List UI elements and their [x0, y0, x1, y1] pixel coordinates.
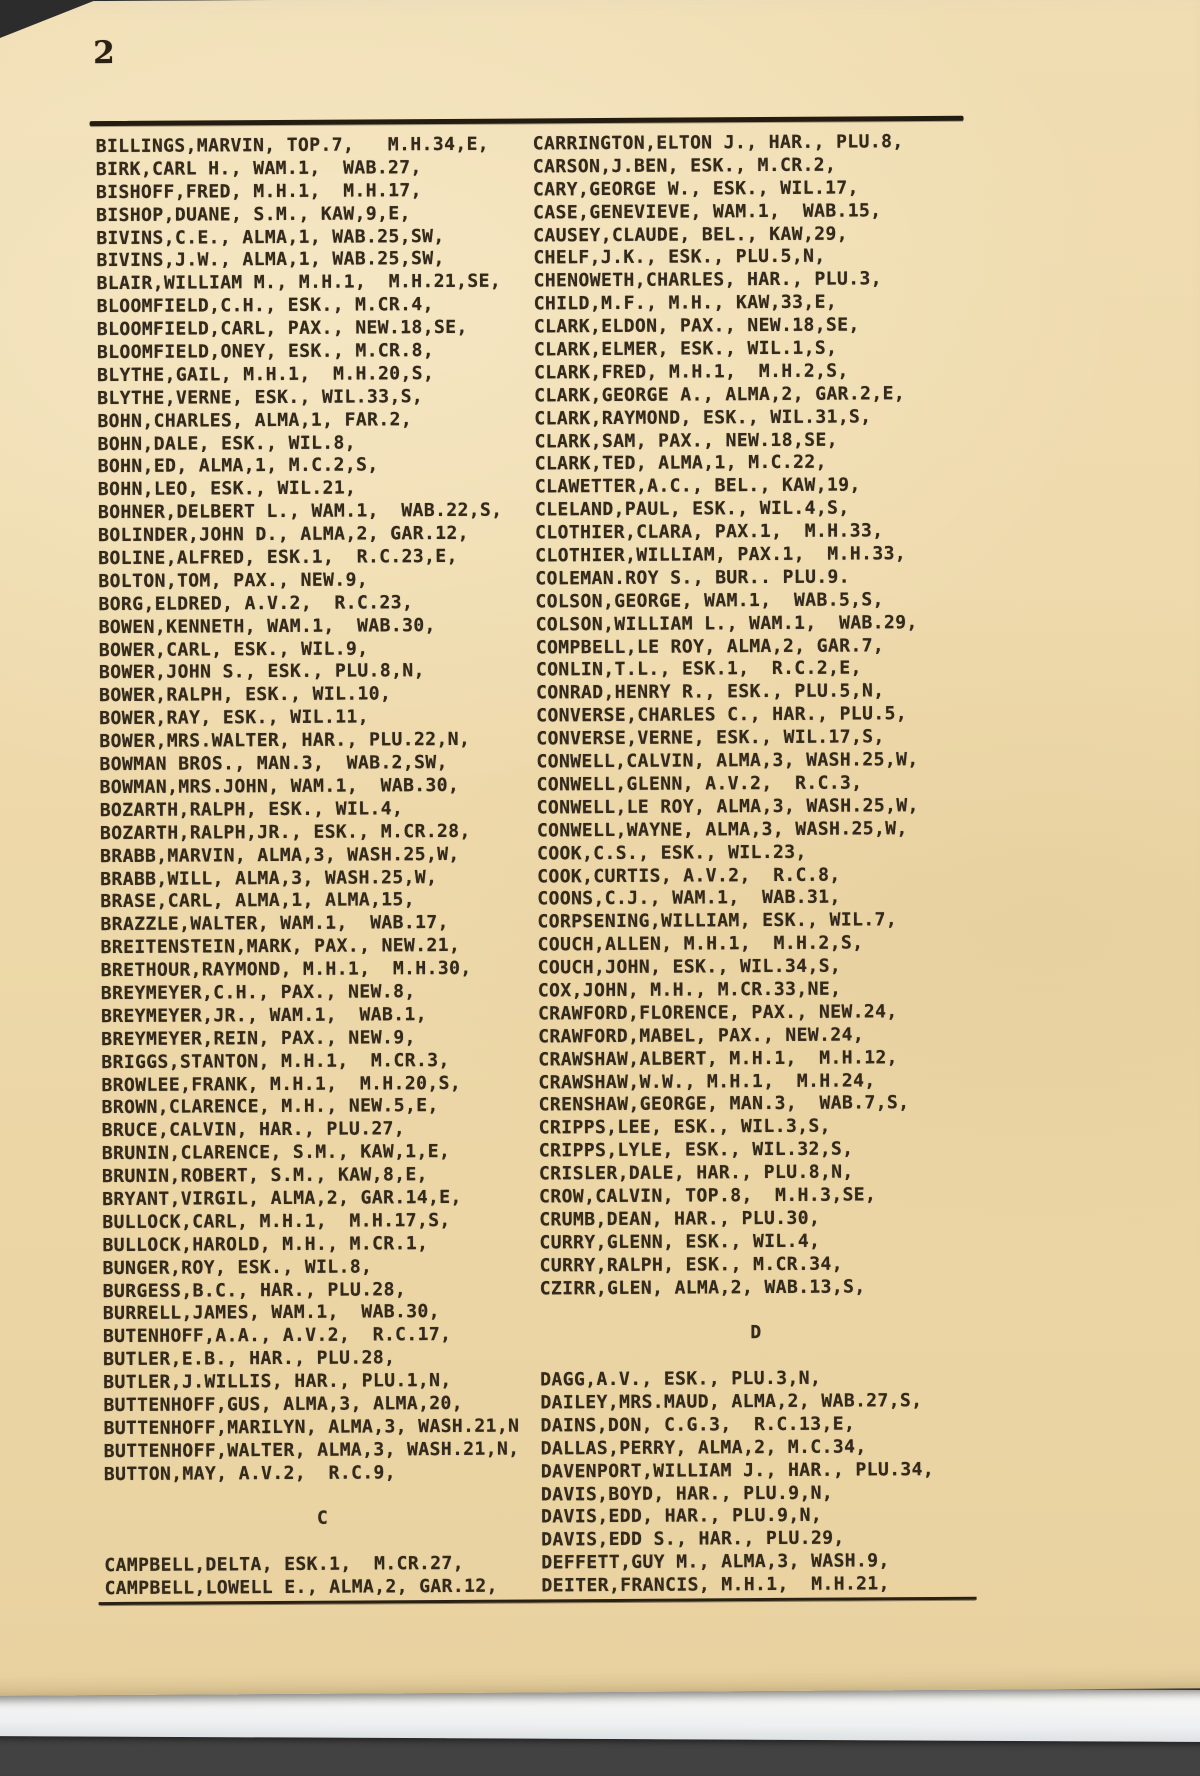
directory-entry: BOLINE,ALFRED, ESK.1, R.C.23,E,	[98, 545, 458, 570]
directory-entry: CLAWETTER,A.C., BEL., KAW,19,	[534, 474, 861, 498]
directory-entry: CAUSEY,CLAUDE, BEL., KAW,29,	[533, 223, 848, 246]
directory-entry: CLARK,ELMER, ESK., WIL.1,S,	[533, 337, 838, 361]
directory-entry: CHELF,J.K., ESK., PLU.5,N,	[533, 246, 826, 269]
directory-entry: DALLAS,PERRY, ALMA,2, M.C.34,	[540, 1436, 867, 1460]
directory-entry: COUCH,JOHN, ESK., WIL.34,S,	[537, 955, 842, 979]
directory-entry: DAVIS,EDD, HAR., PLU.9,N,	[541, 1505, 823, 1528]
directory-entry: CARRINGTON,ELTON J., HAR., PLU.8,	[532, 131, 904, 155]
directory-entry: BREITENSTEIN,MARK, PAX., NEW.21,	[100, 935, 461, 959]
directory-entry: BOHN,ED, ALMA,1, M.C.2,S,	[97, 454, 379, 478]
directory-entry: DAILEY,MRS.MAUD, ALMA,2, WAB.27,S,	[540, 1390, 923, 1414]
directory-entry: BLOOMFIELD,CARL, PAX., NEW.18,SE,	[96, 316, 468, 341]
directory-entry: BULLOCK,CARL, M.H.1, M.H.17,S,	[102, 1209, 451, 1233]
directory-entry: BORG,ELDRED, A.V.2, R.C.23,	[98, 591, 414, 615]
directory-entry: BISHOP,DUANE, S.M., KAW,9,E,	[96, 202, 411, 226]
directory-entry: BOWER,RALPH, ESK., WIL.10,	[99, 683, 392, 707]
directory-entry: DAVENPORT,WILLIAM J., HAR., PLU.34,	[540, 1458, 935, 1483]
directory-entry: CRAWFORD,FLORENCE, PAX., NEW.24,	[537, 1001, 898, 1025]
directory-entry: CRAWSHAW,ALBERT, M.H.1, M.H.12,	[538, 1046, 898, 1071]
directory-entry: COLSON,GEORGE, WAM.1, WAB.5,S,	[535, 589, 884, 613]
directory-column-right	[533, 131, 974, 1599]
directory-entry: CAMPBELL,DELTA, ESK.1, M.CR.27,	[104, 1553, 465, 1577]
directory-entry: BRAZZLE,WALTER, WAM.1, WAB.17,	[100, 912, 449, 936]
directory-entry: BRIGGS,STANTON, M.H.1, M.CR.3,	[101, 1049, 450, 1073]
directory-entry: BOHN,CHARLES, ALMA,1, FAR.2,	[97, 408, 413, 432]
directory-entry: CARY,GEORGE W., ESK., WIL.17,	[532, 177, 859, 201]
directory-entry: CONVERSE,CHARLES C., HAR., PLU.5,	[536, 703, 908, 727]
directory-entry	[540, 1298, 972, 1324]
directory-entry: CRENSHAW,GEORGE, MAN.3, WAB.7,S,	[538, 1092, 910, 1116]
directory-entry: CURRY,GLENN, ESK., WIL.4,	[539, 1230, 821, 1254]
directory-entry: BOLTON,TOM, PAX., NEW.9,	[98, 569, 369, 593]
directory-entry: CORPSENING,WILLIAM, ESK., WIL.7,	[537, 909, 898, 933]
directory-entry: BRABB,WILL, ALMA,3, WASH.25,W,	[100, 866, 438, 890]
directory-entry: BRABB,MARVIN, ALMA,3, WASH.25,W,	[99, 843, 460, 867]
directory-entry: BOWMAN BROS., MAN.3, WAB.2,SW,	[99, 752, 448, 776]
directory-entry: BOWER,CARL, ESK., WIL.9,	[98, 638, 369, 661]
directory-entry: BRETHOUR,RAYMOND, M.H.1, M.H.30,	[100, 957, 472, 982]
directory-entry: BUTTENHOFF,MARILYN, ALMA,3, WASH.21,N	[103, 1415, 520, 1439]
directory-entry: BOZARTH,RALPH,JR., ESK., M.CR.28,	[99, 820, 471, 844]
directory-entry: CONWELL,LE ROY, ALMA,3, WASH.25,W,	[536, 794, 919, 819]
directory-entry: BULLOCK,HAROLD, M.H., M.CR.1,	[102, 1232, 429, 1256]
directory-entry: COMPBELL,LE ROY, ALMA,2, GAR.7,	[535, 634, 885, 659]
directory-entry: BLOOMFIELD,C.H., ESK., M.CR.4,	[96, 294, 434, 318]
directory-entry: BOWER,JOHN S., ESK., PLU.8,N,	[98, 660, 425, 684]
directory-entry: BOHN,DALE, ESK., WIL.8,	[97, 432, 357, 455]
directory-entry: DAGG,A.V., ESK., PLU.3,N,	[540, 1367, 822, 1391]
directory-entry: BLYTHE,GAIL, M.H.1, M.H.20,S,	[97, 362, 435, 386]
directory-entry: CLARK,TED, ALMA,1, M.C.22,	[534, 452, 827, 475]
directory-entry: DEFFETT,GUY M., ALMA,3, WASH.9,	[541, 1550, 890, 1574]
directory-entry: COUCH,ALLEN, M.H.1, M.H.2,S,	[537, 932, 864, 956]
directory-entry: BLYTHE,VERNE, ESK., WIL.33,S,	[97, 385, 424, 409]
directory-entry: BUNGER,ROY, ESK., WIL.8,	[102, 1256, 373, 1279]
directory-entry: BUTTON,MAY, A.V.2, R.C.9,	[103, 1461, 397, 1485]
directory-entry: CRAWSHAW,W.W., M.H.1, M.H.24,	[538, 1069, 876, 1093]
directory-entry: CARSON,J.BEN, ESK., M.CR.2,	[532, 154, 837, 178]
directory-entry: BOZARTH,RALPH, ESK., WIL.4,	[99, 798, 404, 821]
directory-entry: CLARK,SAM, PAX., NEW.18,SE,	[534, 429, 838, 453]
directory-entry: CHILD,M.F., M.H., KAW,33,E,	[533, 291, 838, 315]
directory-entry: CLOTHIER,WILLIAM, PAX.1, M.H.33,	[535, 543, 907, 567]
directory-entry: BIVINS,C.E., ALMA,1, WAB.25,SW,	[96, 225, 445, 249]
directory-entry	[104, 1530, 541, 1556]
directory-entry: BOWER,MRS.WALTER, HAR., PLU.22,N,	[99, 728, 471, 753]
directory-entry: BOHNER,DELBERT L., WAM.1, WAB.22,S,	[97, 499, 503, 524]
directory-entry: BURGESS,B.C., HAR., PLU.28,	[102, 1278, 407, 1302]
directory-entry: BLAIR,WILLIAM M., M.H.1, M.H.21,SE,	[96, 270, 502, 295]
directory-entry: CLOTHIER,CLARA, PAX.1, M.H.33,	[535, 520, 884, 544]
directory-entry: CLARK,GEORGE A., ALMA,2, GAR.2,E,	[534, 382, 906, 407]
section-letter: D	[750, 1322, 762, 1344]
directory-entry: BOLINDER,JOHN D., ALMA,2, GAR.12,	[98, 522, 469, 547]
directory-entry: BRASE,CARL, ALMA,1, ALMA,15,	[100, 889, 416, 913]
directory-entry: BRUNIN,ROBERT, S.M., KAW,8,E,	[101, 1164, 428, 1188]
directory-entry: COLSON,WILLIAM L., WAM.1, WAB.29,	[535, 611, 918, 636]
directory-entry: BOWMAN,MRS.JOHN, WAM.1, WAB.30,	[99, 774, 460, 799]
directory-entry: CRIPPS,LEE, ESK., WIL.3,S,	[538, 1115, 831, 1139]
directory-entry: BIVINS,J.W., ALMA,1, WAB.25,SW,	[96, 248, 445, 272]
directory-entry: CURRY,RALPH, ESK., M.CR.34,	[539, 1253, 844, 1277]
directory-entry: BUTLER,J.WILLIS, HAR., PLU.1,N,	[103, 1370, 452, 1394]
directory-entry: CZIRR,GLEN, ALMA,2, WAB.13,S,	[539, 1275, 866, 1299]
directory-entry: COX,JOHN, M.H., M.CR.33,NE,	[537, 978, 842, 1002]
directory-entry: BRYANT,VIRGIL, ALMA,2, GAR.14,E,	[102, 1186, 462, 1211]
directory-entry: BOWER,RAY, ESK., WIL.11,	[99, 706, 369, 730]
directory-entry: BIRK,CARL H., WAM.1, WAB.27,	[95, 156, 422, 180]
directory-column-left	[96, 133, 542, 1601]
directory-entry: BUTENHOFF,A.A., A.V.2, R.C.17,	[102, 1324, 452, 1348]
directory-entry: CASE,GENEVIEVE, WAM.1, WAB.15,	[533, 199, 882, 224]
directory-entry: CRUMB,DEAN, HAR., PLU.30,	[539, 1207, 821, 1231]
directory-entry	[540, 1344, 972, 1370]
directory-entry: CLARK,ELDON, PAX., NEW.18,SE,	[533, 314, 860, 338]
directory-entry: CROW,CALVIN, TOP.8, M.H.3,SE,	[539, 1184, 877, 1208]
directory-entry: BUTTENHOFF,WALTER, ALMA,3, WASH.21,N,	[103, 1438, 520, 1462]
directory-entry: DAINS,DON, C.G.3, R.C.13,E,	[540, 1413, 856, 1437]
directory-entry: CRIPPS,LYLE, ESK., WIL.32,S,	[538, 1138, 854, 1162]
directory-entry: BOWEN,KENNETH, WAM.1, WAB.30,	[98, 614, 436, 638]
section-letter: C	[316, 1508, 329, 1530]
directory-entry: COLEMAN.ROY S., BUR.. PLU.9.	[535, 566, 851, 590]
directory-entry: DAVIS,BOYD, HAR., PLU.9,N,	[540, 1482, 834, 1505]
directory-entry: CHENOWETH,CHARLES, HAR., PLU.3,	[533, 268, 882, 292]
directory-entry: BROWLEE,FRANK, M.H.1, M.H.20,S,	[101, 1072, 462, 1096]
directory-entry: DEITER,FRANCIS, M.H.1, M.H.21,	[541, 1573, 890, 1597]
directory-entry: BLOOMFIELD,ONEY, ESK., M.CR.8,	[96, 340, 435, 364]
directory-entry: CLARK,RAYMOND, ESK., WIL.31,S,	[534, 406, 872, 430]
directory-entry: CONWELL,GLENN, A.V.2, R.C.3,	[536, 772, 863, 796]
directory-entry: CONRAD,HENRY R., ESK., PLU.5,N,	[536, 680, 885, 704]
directory-entry: BREYMEYER,JR., WAM.1, WAB.1,	[100, 1003, 427, 1027]
directory-entry: CONWELL,CALVIN, ALMA,3, WASH.25,W,	[536, 749, 919, 773]
directory-entry: BRUCE,CALVIN, HAR., PLU.27,	[101, 1118, 406, 1142]
directory-entry: CRISLER,DALE, HAR., PLU.8,N,	[538, 1161, 854, 1185]
directory-entry: CONVERSE,VERNE, ESK., WIL.17,S,	[536, 726, 885, 750]
directory-entry: COOK,C.S., ESK., WIL.23,	[536, 841, 807, 865]
directory-entry: BREYMEYER,C.H., PAX., NEW.8,	[100, 981, 416, 1005]
directory-entry: CRAWFORD,MABEL, PAX., NEW.24,	[538, 1024, 865, 1048]
directory-entry: COOK,CURTIS, A.V.2, R.C.8,	[537, 864, 841, 887]
directory-entry: BOHN,LEO, ESK., WIL.21,	[97, 477, 357, 501]
directory-entry: CONLIN,T.L., ESK.1, R.C.2,E,	[535, 657, 862, 681]
directory-entry: BISHOFF,FRED, M.H.1, M.H.17,	[95, 179, 422, 203]
directory-entry: BILLINGS,MARVIN, TOP.7, M.H.34,E,	[95, 133, 490, 158]
directory-entry	[104, 1484, 541, 1510]
directory-entry: CLELAND,PAUL, ESK., WIL.4,S,	[534, 497, 850, 521]
directory-entry: COONS,C.J., WAM.1, WAB.31,	[537, 886, 841, 910]
top-horizontal-rule	[90, 116, 964, 126]
page-number: 2	[93, 34, 115, 72]
directory-entry: BURRELL,JAMES, WAM.1, WAB.30,	[102, 1301, 441, 1325]
directory-entry: BRUNIN,CLARENCE, S.M., KAW,1,E,	[101, 1141, 451, 1165]
directory-entry: CONWELL,WAYNE, ALMA,3, WASH.25,W,	[536, 817, 908, 842]
directory-entry: BREYMEYER,REIN, PAX., NEW.9,	[101, 1026, 416, 1050]
directory-entry: CLARK,FRED, M.H.1, M.H.2,S,	[534, 360, 849, 384]
directory-entry: CAMPBELL,LOWELL E., ALMA,2, GAR.12,	[104, 1575, 498, 1600]
directory-entry: BROWN,CLARENCE, M.H., NEW.5,E,	[101, 1095, 439, 1119]
directory-entry: BUTLER,E.B., HAR., PLU.28,	[103, 1347, 396, 1371]
directory-entry: DAVIS,EDD S., HAR., PLU.29,	[541, 1527, 845, 1551]
directory-entry: BUTTENHOFF,GUS, ALMA,3, ALMA,20,	[103, 1392, 464, 1417]
